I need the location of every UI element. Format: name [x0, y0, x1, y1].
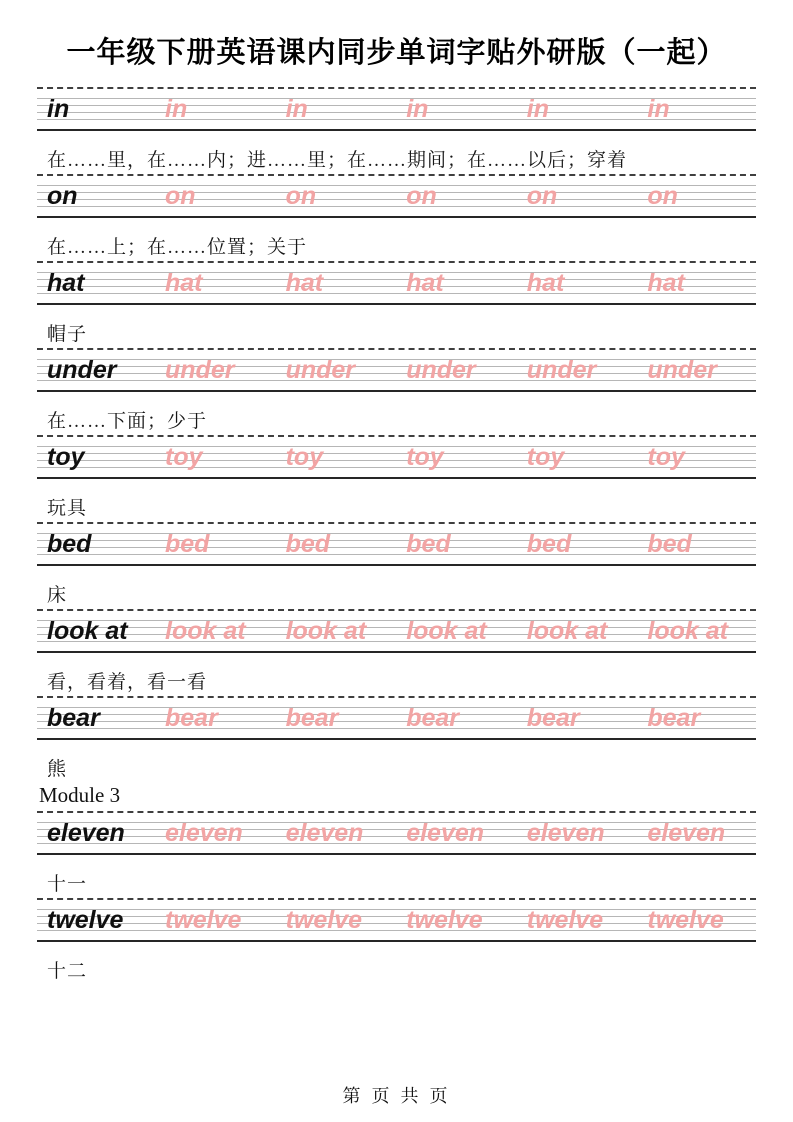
word-trace: in [165, 95, 188, 123]
word-sample: bear [47, 704, 100, 732]
words-row [47, 263, 756, 303]
word-sample: eleven [47, 819, 125, 847]
words-row [47, 350, 756, 390]
practice-lines [37, 261, 756, 305]
word-block [37, 696, 756, 783]
word-trace: toy [406, 443, 444, 471]
word-trace: toy [526, 443, 565, 471]
practice-lines [37, 609, 756, 653]
word-meaning: 十一 [47, 874, 88, 895]
word-sample: bed [47, 530, 92, 558]
word-trace: bed [526, 530, 572, 558]
word-sample: twelve [47, 906, 124, 934]
words-row [47, 900, 756, 940]
word-trace: twelve [526, 906, 604, 934]
word-trace: under [165, 356, 235, 384]
word-trace: look at [285, 617, 367, 645]
word-block [37, 261, 756, 348]
word-trace: eleven [406, 819, 485, 847]
word-trace: look at [165, 617, 246, 645]
word-block [37, 174, 756, 261]
practice-lines [37, 348, 756, 392]
word-trace: bear [165, 704, 218, 732]
word-trace: on [647, 182, 678, 210]
word-trace: in [285, 95, 308, 123]
word-trace: twelve [406, 906, 483, 934]
word-trace: hat [647, 269, 685, 297]
word-trace: bed [165, 530, 210, 558]
word-trace: hat [165, 269, 203, 297]
word-trace: bear [526, 704, 580, 732]
word-trace: twelve [165, 906, 242, 934]
words-row [47, 437, 756, 477]
word-trace: hat [285, 269, 324, 297]
word-block [37, 348, 756, 435]
words-row [47, 813, 756, 853]
word-trace: bear [285, 704, 339, 732]
word-trace: twelve [647, 906, 724, 934]
section-label: Module 3 [39, 783, 121, 807]
word-trace: under [406, 356, 476, 384]
word-meaning: 玩具 [47, 498, 88, 519]
practice-lines [37, 811, 756, 855]
word-sample: hat [47, 269, 85, 297]
word-list [0, 87, 793, 985]
words-row [47, 611, 756, 651]
word-meaning: 在……里，在……内；进……里；在……期间；在……以后；穿着 [47, 150, 628, 171]
word-block [37, 811, 756, 898]
word-trace: bear [406, 704, 459, 732]
word-meaning: 看，看着，看一看 [47, 672, 208, 693]
word-trace: bed [647, 530, 692, 558]
word-sample: in [47, 95, 70, 123]
practice-lines [37, 435, 756, 479]
word-trace: under [285, 356, 356, 384]
word-meaning: 熊 [47, 759, 68, 780]
word-meaning: 在……下面；少于 [47, 411, 208, 432]
word-trace: in [526, 95, 549, 123]
word-block [37, 87, 756, 174]
word-trace: eleven [647, 819, 726, 847]
word-trace: look at [406, 617, 487, 645]
word-block [37, 522, 756, 609]
words-row [47, 89, 756, 129]
word-block [37, 435, 756, 522]
word-trace: hat [526, 269, 565, 297]
practice-lines [37, 696, 756, 740]
word-trace: toy [647, 443, 685, 471]
word-trace: look at [526, 617, 608, 645]
word-trace: eleven [165, 819, 243, 847]
word-trace: under [647, 356, 717, 384]
word-sample: look at [47, 617, 128, 645]
word-meaning: 帽子 [47, 324, 88, 345]
practice-lines [37, 898, 756, 942]
word-trace: under [526, 356, 597, 384]
practice-lines [37, 87, 756, 131]
word-trace: look at [647, 617, 728, 645]
word-trace: toy [165, 443, 203, 471]
word-trace: in [647, 95, 670, 123]
word-trace: in [406, 95, 429, 123]
word-trace: on [165, 182, 196, 210]
word-trace: on [406, 182, 437, 210]
words-row [47, 176, 756, 216]
word-trace: on [285, 182, 317, 210]
practice-lines [37, 522, 756, 566]
word-trace: bed [406, 530, 451, 558]
word-trace: hat [406, 269, 444, 297]
word-sample: toy [47, 443, 85, 471]
word-trace: twelve [285, 906, 363, 934]
word-sample: on [47, 182, 78, 210]
page-title: 一年级下册英语课内同步单词字贴外研版（一起） [66, 37, 727, 69]
word-trace: bear [647, 704, 701, 732]
page-footer: 第 页 共 页 [342, 1086, 451, 1106]
word-trace: eleven [285, 819, 364, 847]
word-trace: eleven [526, 819, 605, 847]
word-trace: on [526, 182, 558, 210]
word-meaning: 床 [47, 585, 68, 606]
words-row [47, 698, 756, 738]
word-block [37, 898, 756, 985]
word-block [37, 609, 756, 696]
word-meaning: 在……上；在……位置；关于 [47, 237, 308, 258]
words-row [47, 524, 756, 564]
word-trace: bed [285, 530, 331, 558]
word-sample: under [47, 356, 117, 384]
word-meaning: 十二 [47, 961, 88, 982]
practice-lines [37, 174, 756, 218]
word-trace: toy [285, 443, 324, 471]
